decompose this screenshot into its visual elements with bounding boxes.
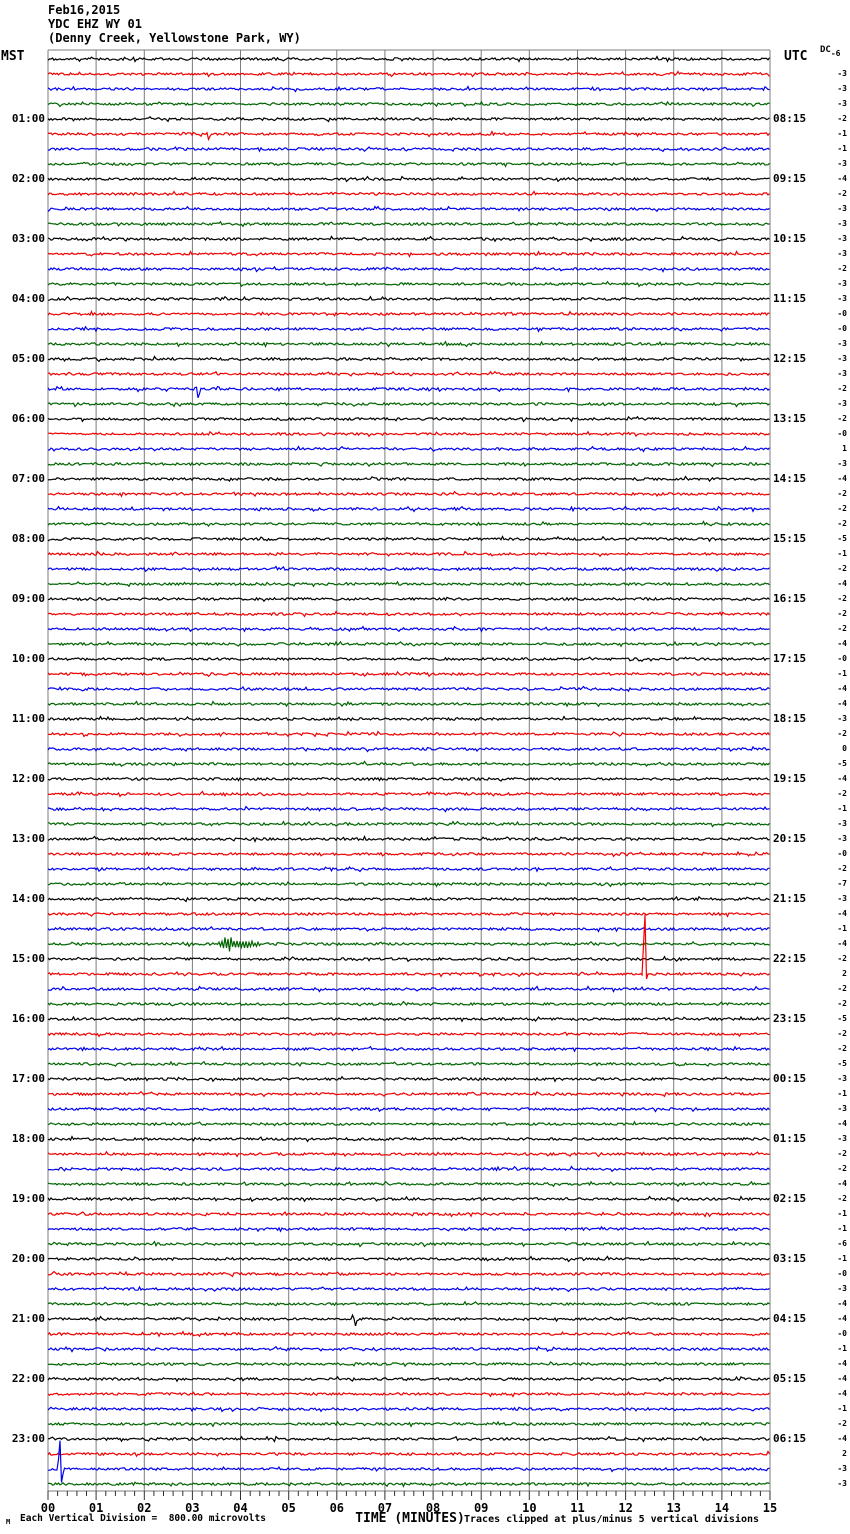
dc-offset-value: -3: [837, 219, 847, 228]
seismo-trace-row-76: [48, 1197, 770, 1202]
dc-offset-value: -2: [837, 489, 847, 498]
dc-offset-value: -3: [837, 204, 847, 213]
dc-offset-value: -1: [837, 669, 847, 678]
seismo-trace-row-6: [48, 147, 770, 151]
seismo-trace-row-92: [48, 1437, 770, 1442]
seismo-trace-row-47: [48, 762, 770, 767]
x-axis-tick-label: 03: [185, 1501, 200, 1515]
dc-offset-value: -1: [837, 804, 847, 813]
seismo-trace-row-28: [48, 477, 770, 482]
mst-hour-label: 10:00: [11, 652, 45, 665]
dc-offset-value: -2: [837, 1044, 847, 1053]
dc-offset-value: -3: [837, 369, 847, 378]
seismo-trace-row-25: [48, 432, 770, 437]
minute-gridlines: [48, 50, 770, 1491]
seismo-trace-row-78: [48, 1227, 770, 1231]
seismo-trace-row-52: [48, 837, 770, 842]
seismo-trace-row-35: [48, 582, 770, 587]
mst-hour-label: 14:00: [11, 892, 45, 905]
mst-hour-label: 16:00: [11, 1012, 45, 1025]
utc-hour-label: 01:15: [773, 1132, 807, 1145]
seismo-trace-row-32: [48, 537, 770, 542]
seismo-trace-row-56: [48, 897, 770, 902]
utc-hour-label: 14:15: [773, 472, 807, 485]
dc-offset-value: -0: [837, 1329, 847, 1338]
dc-offset-value: 1: [842, 444, 847, 453]
dc-offset-value: -2: [837, 984, 847, 993]
seismo-trace-row-82: [48, 1287, 770, 1291]
utc-hour-label: 21:15: [773, 892, 807, 905]
dc-offset-value: -2: [837, 999, 847, 1008]
mst-hour-label: 18:00: [11, 1132, 45, 1145]
mst-hour-label: 11:00: [11, 712, 45, 725]
dc-offset-value: -4: [837, 1389, 847, 1398]
seismo-trace-row-65: [48, 1032, 770, 1036]
dc-offset-value: -3: [837, 1284, 847, 1293]
seismo-trace-row-0: [48, 57, 770, 62]
seismo-trace-row-20: [48, 357, 770, 362]
utc-hour-label: 00:15: [773, 1072, 807, 1085]
dc-offset-value: -4: [837, 474, 847, 483]
utc-hour-label: 02:15: [773, 1192, 807, 1205]
seismo-trace-row-83: [48, 1302, 770, 1306]
seismo-trace-row-66: [48, 1047, 770, 1052]
seismo-trace-row-88: [48, 1377, 770, 1381]
dc-offset-value: -2: [837, 609, 847, 618]
mst-hour-label: 17:00: [11, 1072, 45, 1085]
mst-hour-label: 20:00: [11, 1252, 45, 1265]
utc-hour-label: 18:15: [773, 712, 807, 725]
dc-offset-value: -1: [837, 924, 847, 933]
seismo-trace-row-86: [48, 1347, 770, 1352]
dc-offset-value: -1: [837, 129, 847, 138]
dc-offset-value: -1: [837, 549, 847, 558]
dc-first-row-value: -6: [830, 49, 841, 58]
seismo-trace-row-84: [48, 1315, 770, 1326]
seismo-trace-row-73: [48, 1152, 770, 1157]
x-axis-tick-label: 01: [88, 1501, 104, 1515]
mst-hour-label: 04:00: [11, 292, 45, 305]
dc-offset-value: -2: [837, 564, 847, 573]
dc-offset-value: 2: [842, 969, 847, 978]
x-axis-tick-label: 05: [281, 1501, 296, 1515]
seismo-trace-row-72: [48, 1137, 770, 1142]
seismo-trace-row-51: [48, 822, 770, 827]
dc-offset-value: -0: [837, 654, 847, 663]
x-axis-tick-label: 11: [570, 1501, 585, 1515]
seismo-trace-row-71: [48, 1122, 770, 1126]
seismo-trace-row-57: [48, 913, 770, 917]
x-axis-tick-label: 13: [666, 1501, 681, 1515]
seismo-trace-row-11: [48, 222, 770, 227]
x-axis-title: TIME (MINUTES): [355, 1511, 465, 1526]
seismo-trace-row-43: [48, 702, 770, 707]
dc-offset-value: -0: [837, 1269, 847, 1278]
seismo-trace-row-80: [48, 1257, 770, 1262]
dc-offset-value: -2: [837, 264, 847, 273]
seismo-trace-row-19: [48, 342, 770, 347]
dc-offset-value: -1: [837, 1344, 847, 1353]
corner-mark: M: [6, 1518, 11, 1526]
utc-hour-label: 23:15: [773, 1012, 807, 1025]
seismo-trace-row-38: [48, 627, 770, 632]
x-axis-tick-label: 02: [137, 1501, 152, 1515]
scale-note: Each Vertical Division = 800.00 microvolts: [20, 1513, 266, 1524]
dc-offset-value: -2: [837, 504, 847, 513]
dc-offset-value: -3: [837, 279, 847, 288]
seismo-trace-row-62: [48, 987, 770, 992]
dc-offset-value: -3: [837, 69, 847, 78]
seismo-trace-row-81: [48, 1272, 770, 1277]
dc-offset-value: -6: [837, 1239, 847, 1248]
dc-offset-value: -3: [837, 1479, 847, 1488]
seismo-trace-row-15: [48, 282, 770, 287]
seismo-trace-row-44: [48, 717, 770, 721]
seismo-trace-row-37: [48, 612, 770, 617]
x-axis-tick-label: 12: [618, 1501, 633, 1515]
dc-offset-value: -3: [837, 84, 847, 93]
mst-hour-label: 21:00: [11, 1312, 45, 1325]
dc-offset-value: -5: [837, 1014, 847, 1023]
utc-hour-label: 08:15: [773, 112, 807, 125]
dc-offset-value: -3: [837, 459, 847, 468]
seismo-trace-row-63: [48, 1002, 770, 1006]
seismo-trace-row-33: [48, 552, 770, 557]
seismo-trace-row-79: [48, 1242, 770, 1247]
utc-hour-label: 19:15: [773, 772, 807, 785]
seismo-trace-row-10: [48, 207, 770, 212]
utc-hour-label: 20:15: [773, 832, 807, 845]
seismo-trace-row-64: [48, 1017, 770, 1021]
dc-offset-value: -7: [837, 879, 847, 888]
x-axis-tick-label: 06: [329, 1501, 345, 1515]
dc-offset-value: -2: [837, 384, 847, 393]
seismo-trace-row-24: [48, 417, 770, 422]
dc-offset-value: -2: [837, 519, 847, 528]
seismo-trace-row-31: [48, 522, 770, 527]
seismo-trace-row-49: [48, 792, 770, 797]
dc-offset-value: -2: [837, 1029, 847, 1038]
header-location: (Denny Creek, Yellowstone Park, WY): [48, 31, 301, 45]
seismo-trace-row-50: [48, 807, 770, 812]
x-axis-tick-label: 08: [425, 1501, 441, 1515]
dc-offset-value: -2: [837, 789, 847, 798]
dc-offset-value: 2: [842, 1449, 847, 1458]
seismo-trace-row-3: [48, 102, 770, 107]
x-axis-tick-label: 15: [762, 1501, 778, 1515]
mst-hour-label: 15:00: [11, 952, 45, 965]
dc-offset-value: -2: [837, 1194, 847, 1203]
dc-offset-value: -1: [837, 144, 847, 153]
mst-hour-label: 05:00: [11, 352, 45, 365]
seismo-trace-row-1: [48, 72, 770, 77]
seismo-trace-row-27: [48, 463, 770, 467]
dc-offset-value: -4: [837, 909, 847, 918]
dc-offset-value: -3: [837, 294, 847, 303]
mst-hour-label: 23:00: [11, 1432, 45, 1445]
dc-offset-value: -4: [837, 774, 847, 783]
seismo-trace-row-74: [48, 1167, 770, 1172]
dc-offset-value: -3: [837, 354, 847, 363]
dc-offset-value: -3: [837, 819, 847, 828]
mst-hour-label: 09:00: [11, 592, 45, 605]
clip-note: Traces clipped at plus/minus 5 vertical divisions: [464, 1514, 760, 1525]
dc-offset-value: -1: [837, 1209, 847, 1218]
mst-hour-label: 01:00: [11, 112, 45, 125]
seismo-trace-row-5: [48, 132, 770, 140]
dc-column-header: [820, 45, 840, 58]
mst-hour-label: 22:00: [11, 1372, 45, 1385]
dc-offset-value: -3: [837, 234, 847, 243]
dc-offset-value: -3: [837, 714, 847, 723]
seismo-trace-row-39: [48, 642, 770, 647]
dc-offset-value: -4: [837, 639, 847, 648]
utc-hour-label: 05:15: [773, 1372, 807, 1385]
seismo-trace-row-36: [48, 597, 770, 601]
dc-offset-value: -5: [837, 759, 847, 768]
seismo-trace-row-90: [48, 1407, 770, 1411]
dc-offset-value: -2: [837, 189, 847, 198]
seismo-trace-row-69: [48, 1092, 770, 1097]
seismo-trace-row-26: [48, 447, 770, 452]
seismo-trace-row-17: [48, 312, 770, 316]
dc-offset-value: -5: [837, 534, 847, 543]
seismo-trace-row-46: [48, 747, 770, 752]
dc-offset-value: -0: [837, 324, 847, 333]
x-axis-ticks: [48, 1491, 770, 1500]
dc-offset-value: -3: [837, 834, 847, 843]
mst-hour-label: 13:00: [11, 832, 45, 845]
dc-offset-value: -3: [837, 1134, 847, 1143]
seismo-trace-row-95: [48, 1482, 770, 1486]
seismo-trace-row-42: [48, 687, 770, 692]
utc-hour-label: 12:15: [773, 352, 807, 365]
seismo-trace-row-22: [48, 387, 770, 398]
dc-offset-value: -2: [837, 954, 847, 963]
dc-offset-value: -1: [837, 1089, 847, 1098]
seismo-trace-row-55: [48, 882, 770, 886]
dc-offset-value: -2: [837, 594, 847, 603]
dc-label: DC: [820, 45, 831, 55]
utc-hour-label: 03:15: [773, 1252, 807, 1265]
seismo-trace-row-59: [48, 937, 770, 951]
seismo-trace-row-8: [48, 177, 770, 182]
dc-offset-value: -3: [837, 99, 847, 108]
mst-hour-label: 03:00: [11, 232, 45, 245]
dc-offset-value: -1: [837, 1404, 847, 1413]
dc-offset-value: -0: [837, 849, 847, 858]
seismo-trace-row-85: [48, 1332, 770, 1337]
utc-hour-label: 13:15: [773, 412, 807, 425]
dc-offset-value: -4: [837, 699, 847, 708]
mst-hour-label: 19:00: [11, 1192, 45, 1205]
seismo-trace-row-30: [48, 507, 770, 512]
dc-offset-value: -2: [837, 624, 847, 633]
dc-offset-value: 0: [842, 744, 847, 753]
seismogram-traces: [48, 57, 770, 1487]
dc-offset-value: -3: [837, 1464, 847, 1473]
utc-hour-label: 17:15: [773, 652, 807, 665]
dc-offset-value: -4: [837, 174, 847, 183]
utc-hour-label: 09:15: [773, 172, 807, 185]
seismo-trace-row-67: [48, 1062, 770, 1067]
seismo-trace-row-75: [48, 1182, 770, 1187]
dc-offset-value: -2: [837, 414, 847, 423]
utc-hour-label: 10:15: [773, 232, 807, 245]
utc-hour-label: 22:15: [773, 952, 807, 965]
seismo-trace-row-41: [48, 672, 770, 677]
mst-axis-label: MST: [1, 49, 25, 64]
seismo-trace-row-53: [48, 852, 770, 856]
seismo-trace-row-9: [48, 192, 770, 196]
dc-offset-value: -2: [837, 729, 847, 738]
dc-offset-value: -1: [837, 1254, 847, 1263]
seismo-trace-row-77: [48, 1212, 770, 1217]
mst-hour-label: 02:00: [11, 172, 45, 185]
seismo-trace-row-91: [48, 1422, 770, 1427]
utc-hour-label: 11:15: [773, 292, 807, 305]
dc-offset-value: -3: [837, 1074, 847, 1083]
utc-hour-label: 15:15: [773, 532, 807, 545]
dc-offset-value: -4: [837, 684, 847, 693]
seismo-trace-row-14: [48, 267, 770, 272]
seismo-trace-row-87: [48, 1362, 770, 1366]
seismo-trace-row-94: [48, 1441, 770, 1483]
dc-offset-value: -3: [837, 339, 847, 348]
dc-offset-value: -4: [837, 1179, 847, 1188]
dc-offset-value: -3: [837, 894, 847, 903]
dc-offset-value: -3: [837, 159, 847, 168]
seismo-trace-row-58: [48, 927, 770, 932]
dc-offset-value: -4: [837, 939, 847, 948]
x-axis-tick-label: 14: [714, 1501, 730, 1515]
utc-hour-label: 04:15: [773, 1312, 807, 1325]
dc-offset-value: -4: [837, 579, 847, 588]
seismo-trace-row-16: [48, 297, 770, 301]
seismo-trace-row-34: [48, 567, 770, 572]
seismo-trace-row-61: [48, 915, 770, 979]
x-axis-tick-label: 10: [522, 1501, 537, 1515]
seismo-trace-row-18: [48, 327, 770, 332]
seismo-trace-row-13: [48, 252, 770, 257]
dc-offset-value: -1: [837, 1224, 847, 1233]
mst-hour-label: 06:00: [11, 412, 45, 425]
mst-hour-label: 08:00: [11, 532, 45, 545]
seismo-trace-row-54: [48, 867, 770, 872]
mst-hour-label: 07:00: [11, 472, 45, 485]
dc-offset-value: -2: [837, 1164, 847, 1173]
seismo-trace-row-45: [48, 732, 770, 737]
seismo-trace-row-7: [48, 162, 770, 166]
x-axis-tick-label: 09: [473, 1501, 489, 1515]
dc-offset-value: -0: [837, 309, 847, 318]
dc-offset-value: -4: [837, 1374, 847, 1383]
dc-offset-value: -5: [837, 1059, 847, 1068]
seismo-trace-row-70: [48, 1108, 770, 1112]
dc-offset-value: -2: [837, 114, 847, 123]
utc-axis-label: UTC: [784, 49, 808, 64]
dc-offset-value: -3: [837, 399, 847, 408]
dc-offset-value: -4: [837, 1434, 847, 1443]
seismo-trace-row-40: [48, 657, 770, 661]
dc-offset-value: -4: [837, 1119, 847, 1128]
seismo-trace-row-4: [48, 117, 770, 122]
seismo-trace-row-48: [48, 778, 770, 781]
dc-offset-value: -0: [837, 429, 847, 438]
seismo-trace-row-12: [48, 237, 770, 242]
seismo-trace-row-93: [48, 1452, 770, 1457]
header-date: Feb16,2015: [48, 3, 121, 17]
seismo-trace-row-21: [48, 372, 770, 376]
mst-hour-label: 12:00: [11, 772, 45, 785]
dc-offset-value: -4: [837, 1299, 847, 1308]
x-axis-tick-label: 04: [233, 1501, 248, 1515]
seismo-trace-row-23: [48, 403, 770, 407]
dc-offset-value: -2: [837, 1419, 847, 1428]
seismo-trace-row-68: [48, 1077, 770, 1082]
dc-offset-value: -4: [837, 1314, 847, 1323]
dc-offset-value: -2: [837, 1149, 847, 1158]
dc-offset-value: -2: [837, 864, 847, 873]
dc-offset-value: -4: [837, 1359, 847, 1368]
x-axis-tick-label: 07: [377, 1501, 393, 1515]
utc-hour-label: 06:15: [773, 1432, 807, 1445]
x-axis-tick-label: 00: [40, 1501, 56, 1515]
header-station: YDC EHZ WY 01: [48, 17, 142, 31]
seismo-trace-row-2: [48, 87, 770, 92]
dc-offset-value: -3: [837, 249, 847, 258]
seismo-trace-row-29: [48, 492, 770, 497]
seismo-trace-row-60: [48, 957, 770, 962]
seismo-trace-row-89: [48, 1392, 770, 1397]
dc-offset-value: -3: [837, 1104, 847, 1113]
utc-hour-label: 16:15: [773, 592, 807, 605]
